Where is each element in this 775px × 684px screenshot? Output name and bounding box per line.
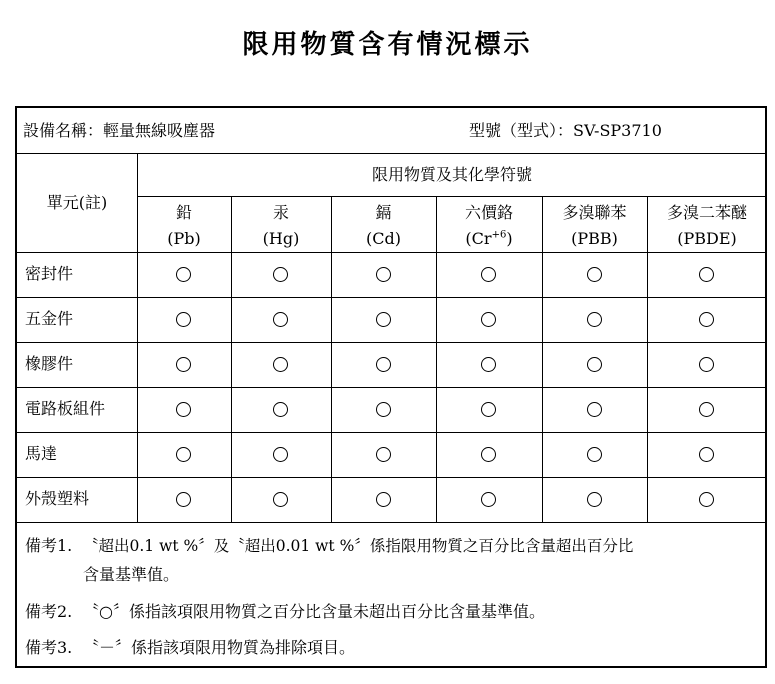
rohs-table (15, 106, 767, 668)
substance-name: 多溴聯苯 (562, 203, 627, 222)
not-exceeding-circle-mark (699, 447, 714, 462)
not-exceeding-circle-mark (273, 267, 288, 282)
substance-name: 六價鉻 (464, 203, 513, 222)
substance-symbol: (Hg) (262, 229, 300, 248)
row-divider (17, 297, 765, 298)
not-exceeding-circle-mark (273, 312, 288, 327)
substance-symbol: (Pb) (167, 229, 201, 248)
not-exceeding-circle-mark (376, 357, 391, 372)
not-exceeding-circle-mark (176, 312, 191, 327)
not-exceeding-circle-mark (376, 402, 391, 417)
not-exceeding-circle-mark (376, 267, 391, 282)
unit-name: 外殼塑料 (25, 489, 90, 508)
not-exceeding-circle-mark (699, 492, 714, 507)
not-exceeding-circle-mark (481, 267, 496, 282)
row-divider (17, 387, 765, 388)
not-exceeding-circle-mark (587, 402, 602, 417)
not-exceeding-circle-mark (176, 267, 191, 282)
not-exceeding-circle-mark (376, 312, 391, 327)
substance-name: 多溴二苯醚 (666, 203, 747, 222)
not-exceeding-circle-mark (376, 447, 391, 462)
unit-header: 單元(註) (46, 193, 108, 212)
unit-name: 密封件 (25, 264, 74, 283)
row-divider (17, 153, 765, 154)
not-exceeding-circle-mark (376, 492, 391, 507)
note-1-text: 〝超出0.1 wt %〞及〝超出0.01 wt %〞係指限用物質之百分比含量超出百分比 (83, 537, 634, 555)
note-2-prefix: 備考2. (25, 602, 73, 621)
not-exceeding-circle-mark (176, 402, 191, 417)
row-divider (17, 342, 765, 343)
not-exceeding-circle-mark (699, 402, 714, 417)
substance-symbol: (PBDE) (677, 229, 737, 248)
not-exceeding-circle-mark (273, 492, 288, 507)
substance-name: 鎘 (375, 203, 392, 222)
not-exceeding-circle-mark (273, 402, 288, 417)
substance-symbol: (PBB) (571, 229, 618, 248)
model-number: 型號（型式）：SV-SP3710 (469, 121, 662, 140)
not-exceeding-circle-mark (176, 492, 191, 507)
not-exceeding-circle-mark (699, 267, 714, 282)
not-exceeding-circle-mark (587, 357, 602, 372)
oxidation-superscript: +6 (491, 229, 507, 241)
not-exceeding-circle-mark (273, 357, 288, 372)
not-exceeding-circle-mark (587, 492, 602, 507)
not-exceeding-circle-mark (699, 312, 714, 327)
substance-symbol: (Cd) (366, 229, 401, 248)
unit-name: 橡膠件 (25, 354, 74, 373)
substance-group-header: 限用物質及其化學符號 (371, 165, 532, 184)
note-1-text-cont: 含量基準值。 (83, 565, 180, 584)
row-divider (17, 252, 765, 253)
substance-name: 鉛 (175, 203, 192, 222)
not-exceeding-circle-mark (481, 492, 496, 507)
unit-name: 五金件 (25, 309, 74, 328)
not-exceeding-circle-mark (481, 402, 496, 417)
not-exceeding-circle-mark (587, 312, 602, 327)
note-1-prefix: 備考1. (25, 536, 73, 555)
row-divider (17, 477, 765, 478)
note-2-text: 〝○〞係指該項限用物質之百分比含量未超出百分比含量基準值。 (83, 602, 545, 621)
note-3-text: 〝－〞係指該項限用物質為排除項目。 (83, 638, 356, 657)
equipment-name: 設備名稱：輕量無線吸塵器 (23, 121, 216, 140)
not-exceeding-circle-mark (273, 447, 288, 462)
unit-name: 電路板組件 (25, 399, 106, 418)
not-exceeding-circle-mark (481, 447, 496, 462)
not-exceeding-circle-mark (176, 357, 191, 372)
not-exceeding-circle-mark (481, 312, 496, 327)
page-title: 限用物質含有情況標示 (242, 30, 533, 60)
substance-name: 汞 (272, 203, 289, 222)
note-3-prefix: 備考3. (25, 638, 73, 657)
not-exceeding-circle-mark (699, 357, 714, 372)
not-exceeding-circle-mark (481, 357, 496, 372)
not-exceeding-circle-mark (587, 447, 602, 462)
row-divider (17, 432, 765, 433)
substance-symbol: $(Cr^{+6})$ (465, 229, 513, 248)
row-divider (17, 522, 765, 523)
not-exceeding-circle-mark (176, 447, 191, 462)
unit-name: 馬達 (25, 444, 58, 463)
not-exceeding-circle-mark (587, 267, 602, 282)
